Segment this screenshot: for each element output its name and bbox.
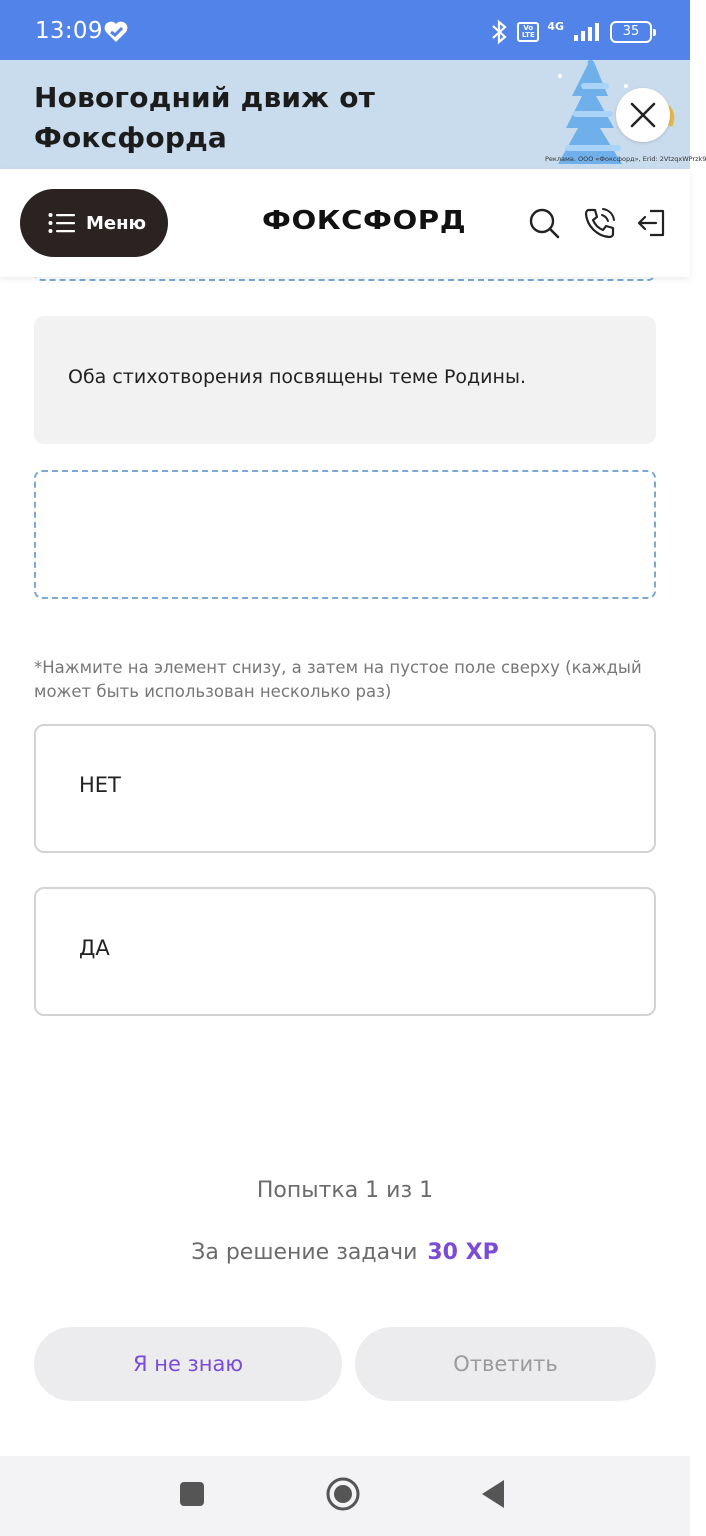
foxford-logo[interactable]: ФОКСФОРД <box>262 206 467 236</box>
4g-signal-icon <box>572 21 602 43</box>
statement-card <box>34 316 656 444</box>
network-type: 4G <box>547 19 564 33</box>
home-icon[interactable] <box>325 1476 361 1512</box>
promo-title: Новогодний движ от Фоксфорда <box>34 81 376 154</box>
status-bar <box>0 0 690 60</box>
ad-note: Реклама. ООО «Фоксфорд», Erid: 2VtzqxWPrzk9 <box>545 155 706 163</box>
reward-label: За решение задачи <box>191 1240 418 1265</box>
option-yes[interactable] <box>34 887 656 1016</box>
bluetooth-icon <box>489 19 509 45</box>
attempt-counter: Попытка 1 из 1 <box>256 1178 434 1203</box>
answer-button[interactable]: Ответить <box>355 1327 656 1401</box>
reward-value: 30 XP <box>427 1240 499 1265</box>
menu-icon <box>48 212 76 234</box>
option-label: ДА <box>79 936 110 960</box>
site-header <box>0 169 690 277</box>
option-no[interactable] <box>34 724 656 853</box>
promo-close-button[interactable] <box>616 88 670 142</box>
login-icon[interactable] <box>636 206 670 240</box>
promo-banner[interactable] <box>0 60 706 169</box>
dont-know-button[interactable]: Я не знаю <box>34 1327 342 1401</box>
close-icon <box>630 102 656 128</box>
hint-text: *Нажмите на элемент снизу, а затем на пустое поле сверху (каждый может быть использован несколько раз) <box>34 658 642 701</box>
battery-icon: 35 <box>610 21 652 43</box>
option-label: НЕТ <box>79 773 121 797</box>
status-time: 13:09 <box>35 18 103 44</box>
search-icon[interactable] <box>527 206 561 240</box>
heart-check-icon <box>103 19 129 45</box>
status-indicators <box>489 18 652 46</box>
recent-apps-icon[interactable] <box>178 1480 206 1508</box>
system-nav-bar <box>0 1456 690 1536</box>
reward-row <box>0 1240 690 1265</box>
volte-icon: Vo LTE <box>517 22 539 42</box>
menu-button[interactable] <box>20 189 168 257</box>
answer-drop-zone[interactable] <box>34 470 656 599</box>
statement-text: Оба стихотворения посвящены теме Родины. <box>68 366 526 388</box>
back-icon[interactable] <box>480 1478 508 1510</box>
phone-icon[interactable] <box>583 206 617 240</box>
menu-label: Меню <box>86 212 147 234</box>
